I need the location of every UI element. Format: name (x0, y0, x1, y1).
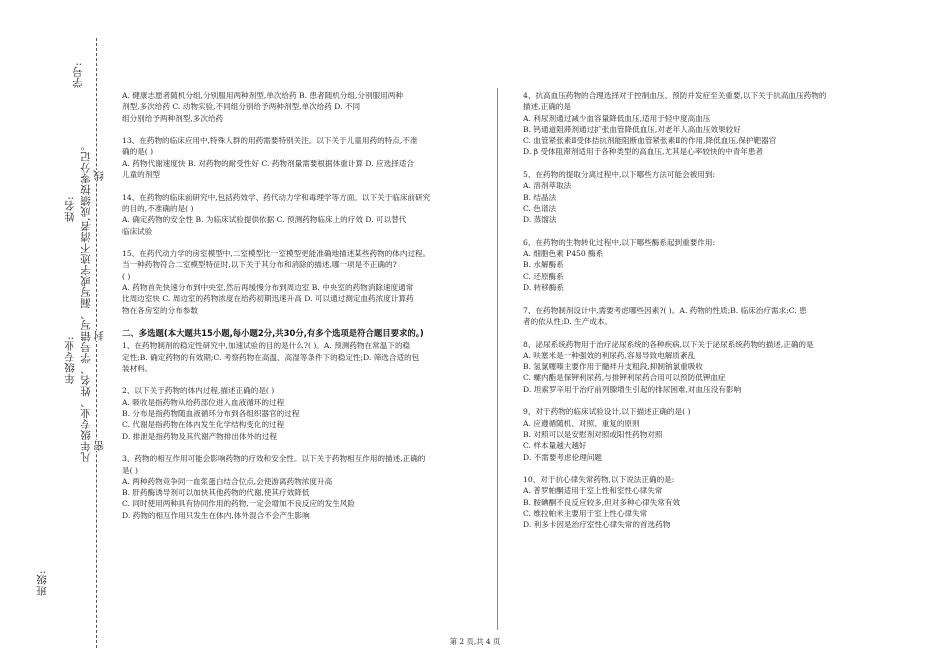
question-15 (122, 248, 474, 316)
question-line: D. 排泄是指药物及其代谢产物排出体外的过程 (122, 431, 277, 441)
question-line: D. 不需要考虑伦理问题 (523, 452, 602, 462)
left-column (122, 90, 474, 532)
question-line: A. 普罗帕酮适用于室上性和室性心律失常 (523, 486, 663, 496)
question-line: ( ) (122, 271, 131, 281)
multi-question-3 (122, 453, 474, 521)
question-line: 描述,正确的是 (523, 102, 571, 112)
page-footer: 第 2 页,共 4 页 (449, 637, 501, 646)
question-line: 当一种药物符合二室模型特征时,以下关于其分布和消除的描述,哪一项是不正确的? (122, 260, 397, 270)
question-line: 定性;B. 确定药物的有效期;C. 考察药物在高温、高湿等条件下的稳定性;D. 筛选合适的包 (122, 352, 420, 362)
question-line: 8、泌尿系统药物用于治疗泌尿系统的各种疾病,以下关于泌尿系统药物的描述,正确的是 (523, 339, 814, 349)
question-line: 的目的,不准确的是( ) (122, 203, 194, 213)
binding-notice: 凡年级专业、姓名、学号错写、漏写或字迹不清者,成绩按零分记。 (80, 140, 92, 463)
question-line: B. 水解酶系 (523, 260, 564, 270)
question-line: A. 健康志愿者随机分组,分别服用两种剂型,单次给药 B. 患者随机分组,分别服用两种 (122, 91, 403, 100)
question-line: B. 钙通道阻滞剂通过扩张血管降低血压,对老年人高血压效果较好 (523, 124, 741, 134)
multi-question-9 (523, 406, 873, 462)
multi-question-1 (122, 340, 474, 374)
question-line: 确的是( ) (122, 147, 154, 157)
question-line: C. 维拉帕米主要用于室上性心律失常 (523, 508, 648, 518)
question-line: C. 代谢是指药物在体内发生化学结构变化的过程 (122, 420, 285, 430)
question-12-options (122, 90, 474, 124)
question-line: 13、在药物的临床应用中,特殊人群的用药需要特别关注。以下关于儿童用药的特点,不准 (122, 136, 418, 146)
question-line: 4、抗高血压药物的合理选择对于控制血压、预防并发症至关重要,以下关于抗高血压药物的 (523, 91, 827, 100)
right-column (523, 90, 873, 542)
binding-mark-bottom: 密 (93, 440, 105, 451)
binding-dashed-line (96, 38, 97, 648)
question-line: 9、对于药物的临床试验设计,以下描述正确的是( ) (523, 407, 691, 417)
question-line: A. 药物代谢速度快 B. 对药物的耐受性好 C. 药物剂量需要根据体重计算 D. 应选择适合 (122, 158, 414, 168)
binding-margin (0, 0, 108, 672)
question-line: A. 应遵循随机、对照、重复的原则 (523, 418, 640, 428)
name-label: 姓名: (64, 196, 76, 223)
question-line: 2、以下关于药物的体内过程,描述正确的是( ) (122, 386, 275, 396)
multi-question-5 (523, 169, 873, 225)
question-line: A. 吸收是指药物从给药部位进入血液循环的过程 (122, 397, 285, 407)
multi-question-10 (523, 474, 873, 530)
question-line: 者的依从性;D. 生产成本。 (523, 316, 613, 326)
question-line: 剂型,多次给药 C. 动物实验,不同组分别给予两种剂型,单次给药 D. 不同 (122, 102, 361, 112)
question-line: D. 坦索罗辛用于治疗前列腺增生引起的排尿困难,对血压没有影响 (523, 384, 742, 394)
question-line: A. 两种药物竞争同一血浆蛋白结合位点,会使游离药物浓度升高 (122, 476, 333, 486)
question-line: B. 结晶法 (523, 192, 557, 202)
major-label: 年级专业: (64, 336, 76, 385)
question-line: 临床试验 (122, 226, 153, 236)
question-line: C. 色谱法 (523, 203, 557, 213)
question-line: 1、在药物制剂的稳定性研究中,加速试验的目的是什么?( )。A. 预测药物在常温下的稳 (122, 341, 411, 351)
section-title-multiple-choice: 二、多选题(本大题共15小题,每小题2分,共30分,有多个选项是符合题目要求的。) (122, 328, 424, 339)
multi-question-2 (122, 385, 474, 441)
question-line: 5、在药物的提取分离过程中,以下哪些方法可能会被用到: (523, 170, 716, 180)
class-label: 班级: (36, 570, 48, 597)
question-line: C. 螺内酯是保钾利尿药,与排钾利尿药合用可以预防低钾血症 (523, 373, 726, 383)
question-line: D. 蒸馏法 (523, 215, 557, 225)
question-line: 装材料。 (122, 363, 153, 373)
question-line: 15、在药代动力学的房室模型中,二室模型比一室模型更能准确地描述某些药物的体内过程。 (122, 249, 431, 259)
binding-mark-mid: 封 (93, 330, 105, 341)
question-line: 儿童的剂型 (122, 170, 160, 180)
question-14 (122, 192, 474, 237)
question-line: A. 细胞色素 P450 酶系 (523, 249, 604, 259)
question-line: 组分别给予两种剂型,多次给药 (122, 113, 224, 123)
question-line: D. β 受体阻滞剂适用于各种类型的高血压,尤其是心率较快的中青年患者 (523, 147, 764, 157)
question-line: A. 确定药物的安全性 B. 为临床试验提供依据 C. 预测药物临床上的疗效 D. 可以替代 (122, 215, 407, 225)
binding-mark-top: 线 (93, 170, 105, 181)
multi-question-6 (523, 237, 873, 293)
question-line: A. 利尿剂通过减少血容量降低血压,适用于轻中度高血压 (523, 113, 711, 123)
question-line: B. 氢氯噻嗪主要作用于髓袢升支粗段,抑制钠氯重吸收 (523, 362, 703, 372)
multi-question-8 (523, 339, 873, 395)
question-line: 物在各房室的分布参数 (122, 305, 198, 315)
question-line: 比周边室快 C. 周边室的药物浓度在给药初期迅速升高 D. 可以通过测定血药浓度计算药 (122, 294, 414, 304)
question-line: 6、在药物的生物转化过程中,以下哪些酶系起到重要作用: (523, 237, 716, 247)
multi-question-7 (523, 305, 873, 328)
question-line: B. 肝药酶诱导剂可以加快其他药物的代谢,使其疗效降低 (122, 488, 310, 498)
question-line: B. 对照可以是安慰剂对照或阳性药物对照 (523, 429, 663, 439)
question-line: B. 胺碘酮不良反应较多,但对多种心律失常有效 (523, 497, 681, 507)
question-line: D. 利多卡因是治疗室性心律失常的首选药物 (523, 520, 671, 530)
question-line: C. 样本量越大越好 (523, 441, 587, 451)
multi-question-4 (523, 90, 873, 158)
question-line: 10、对于抗心律失常药物,以下说法正确的是: (523, 475, 675, 485)
question-13 (122, 135, 474, 180)
question-line: 14、在药物的临床前研究中,包括药效学、药代动力学和毒理学等方面。以下关于临床前研究 (122, 192, 431, 202)
question-line: A. 药物首先快速分布到中央室,然后再缓慢分布到周边室 B. 中央室的药物消除速度通常 (122, 283, 414, 293)
question-line: C. 血管紧张素Ⅱ受体拮抗剂能阻断血管紧张素Ⅱ的作用,降低血压,保护靶器官 (523, 136, 777, 146)
student-id-label: 学号: (72, 62, 84, 89)
question-line: 7、在药物制剂设计中,需要考虑哪些因素?( )。A. 药物的性质;B. 临床治疗需求;C. 患 (523, 305, 807, 315)
question-line: D. 药物的相互作用只发生在体内,体外混合不会产生影响 (122, 510, 310, 520)
question-line: C. 同时使用两种具有协同作用的药物,一定会增加不良反应的发生风险 (122, 499, 355, 509)
column-divider (497, 88, 498, 630)
question-line: B. 分布是指药物随血液循环分布到各组织器官的过程 (122, 409, 300, 419)
question-line: A. 呋塞米是一种强效的利尿药,容易导致电解质紊乱 (523, 350, 696, 360)
question-line: D. 转移酶系 (523, 283, 565, 293)
question-line: C. 还原酶系 (523, 271, 564, 281)
question-line: 3、药物的相互作用可能会影响药物的疗效和安全性。以下关于药物相互作用的描述,正确的 (122, 454, 426, 464)
question-line: 是( ) (122, 465, 138, 475)
question-line: A. 溶剂萃取法 (523, 181, 572, 191)
